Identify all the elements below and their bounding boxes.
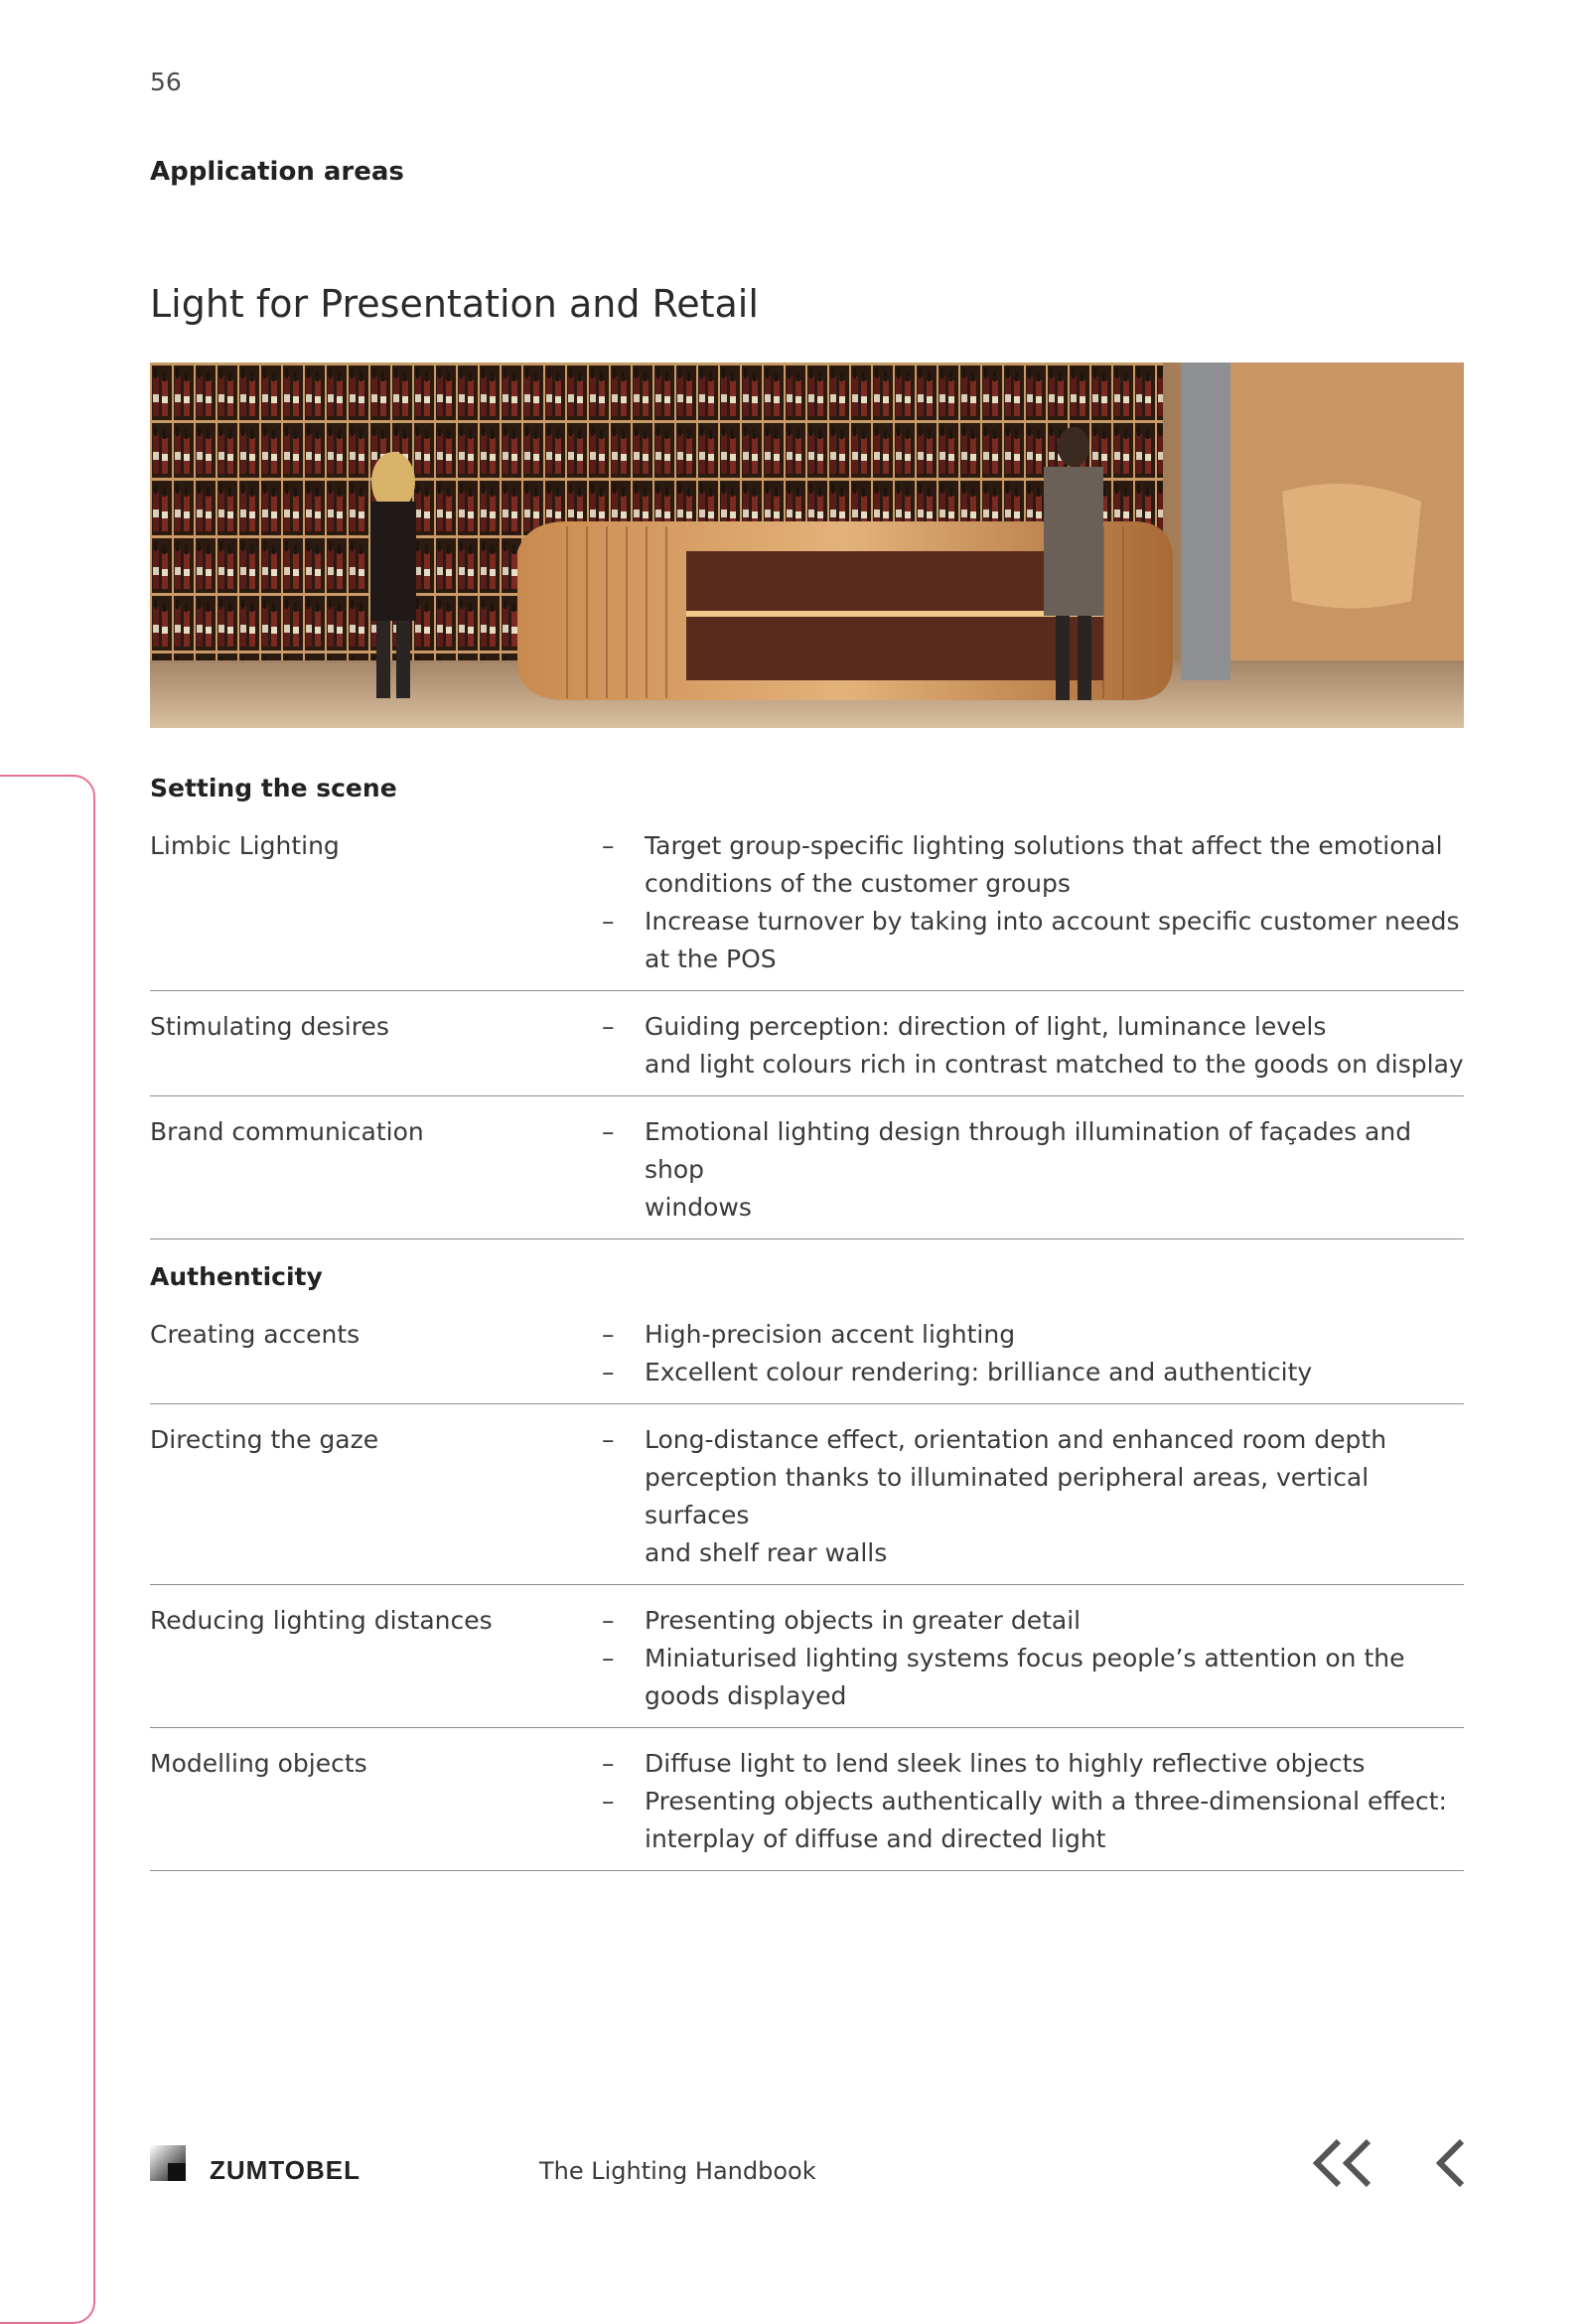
page-number: 56 (150, 68, 182, 96)
list-item (602, 1459, 1464, 1534)
item-text: Increase turnover by taking into account specific customer needs (645, 907, 1460, 936)
bullet-list (602, 1745, 1464, 1858)
zumtobel-logo-mark (150, 2145, 186, 2181)
row-label: Creating accents (150, 1320, 361, 1349)
group-heading: Setting the scene (150, 774, 397, 802)
item-text: and light colours rich in contrast matched to the goods on display (645, 1050, 1464, 1079)
list-item (602, 1189, 1464, 1227)
item-text: interplay of diffuse and directed light (645, 1824, 1106, 1853)
list-item (602, 1113, 1464, 1189)
list-item (602, 1745, 1464, 1783)
table-row (150, 1745, 1464, 1871)
double-chevron-left-icon[interactable] (1309, 2135, 1374, 2191)
list-item (602, 1008, 1464, 1046)
bullet-dash (602, 1459, 645, 1534)
bullet-dash: – (602, 1644, 615, 1672)
bullet-list (602, 1602, 1464, 1715)
section-kicker: Application areas (150, 157, 404, 187)
bullet-list (602, 1316, 1464, 1391)
item-text: Presenting objects in greater detail (645, 1606, 1082, 1635)
bullet-dash (602, 865, 645, 903)
item-text: Miniaturised lighting systems focus people’s attention on the (645, 1644, 1405, 1672)
list-item (602, 1602, 1464, 1640)
table-row (150, 1113, 1464, 1239)
row-label: Stimulating desires (150, 1012, 389, 1041)
chevron-left-icon[interactable] (1430, 2135, 1470, 2191)
item-text: Emotional lighting design through illumination of façades and shop (645, 1117, 1412, 1184)
list-item (602, 941, 1464, 978)
bullet-list (602, 1113, 1464, 1227)
bullet-dash (602, 1046, 645, 1084)
bullet-dash: – (602, 1606, 615, 1635)
item-text: at the POS (645, 944, 777, 973)
list-item (602, 1316, 1464, 1354)
list-item (602, 1677, 1464, 1715)
item-text: Presenting objects authentically with a three-dimensional effect: (645, 1787, 1447, 1816)
row-label: Limbic Lighting (150, 831, 340, 860)
list-item (602, 827, 1464, 865)
item-text: Diffuse light to lend sleek lines to highly reflective objects (645, 1749, 1366, 1778)
bullet-dash (602, 1534, 645, 1572)
group-heading: Authenticity (150, 1262, 323, 1291)
list-item (602, 1046, 1464, 1084)
bullet-dash: – (602, 1358, 615, 1386)
list-item (602, 1534, 1464, 1572)
bullet-dash: – (602, 907, 615, 936)
bullet-list (602, 1008, 1464, 1084)
item-text: windows (645, 1193, 752, 1222)
bullet-list (602, 1421, 1464, 1572)
table-row (150, 1421, 1464, 1585)
bullet-list (602, 827, 1464, 978)
table-row (150, 1316, 1464, 1404)
bullet-dash (602, 1820, 645, 1858)
item-text: Guiding perception: direction of light, luminance levels (645, 1012, 1327, 1041)
page-edge-accent (0, 775, 95, 2324)
row-label: Brand communication (150, 1117, 424, 1146)
item-text: Excellent colour rendering: brilliance and authenticity (645, 1358, 1313, 1386)
row-label: Directing the gaze (150, 1425, 379, 1454)
list-item (602, 903, 1464, 941)
bullet-dash: – (602, 1425, 615, 1454)
item-text: conditions of the customer groups (645, 869, 1071, 898)
bullet-dash: – (602, 1117, 615, 1146)
list-item (602, 1820, 1464, 1858)
page-title: Light for Presentation and Retail (150, 282, 759, 326)
table-row (150, 1602, 1464, 1728)
item-text: High-precision accent lighting (645, 1320, 1016, 1349)
bullet-dash: – (602, 1749, 615, 1778)
item-text: and shelf rear walls (645, 1538, 888, 1567)
table-row (150, 827, 1464, 991)
item-text: perception thanks to illuminated peripheral areas, vertical surfaces (645, 1463, 1370, 1529)
hero-photo-wine-store (150, 363, 1464, 728)
table-row (150, 1008, 1464, 1096)
bullet-dash: – (602, 1787, 615, 1816)
list-item (602, 1640, 1464, 1677)
bullet-dash: – (602, 1012, 615, 1041)
brand-name: ZUMTOBEL (210, 2155, 361, 2185)
list-item (602, 1354, 1464, 1391)
list-item (602, 1421, 1464, 1459)
item-text: Target group-specific lighting solutions that affect the emotional (645, 831, 1443, 860)
bullet-dash (602, 941, 645, 978)
bullet-dash: – (602, 1320, 615, 1349)
footer-title: The Lighting Handbook (539, 2157, 816, 2185)
bullet-dash: – (602, 831, 615, 860)
bullet-dash (602, 1677, 645, 1715)
content-table (150, 773, 1464, 1888)
row-label: Reducing lighting distances (150, 1606, 493, 1635)
item-text: goods displayed (645, 1681, 847, 1710)
bullet-dash (602, 1189, 645, 1227)
list-item (602, 865, 1464, 903)
item-text: Long-distance effect, orientation and enhanced room depth (645, 1425, 1387, 1454)
row-label: Modelling objects (150, 1749, 367, 1778)
list-item (602, 1783, 1464, 1820)
